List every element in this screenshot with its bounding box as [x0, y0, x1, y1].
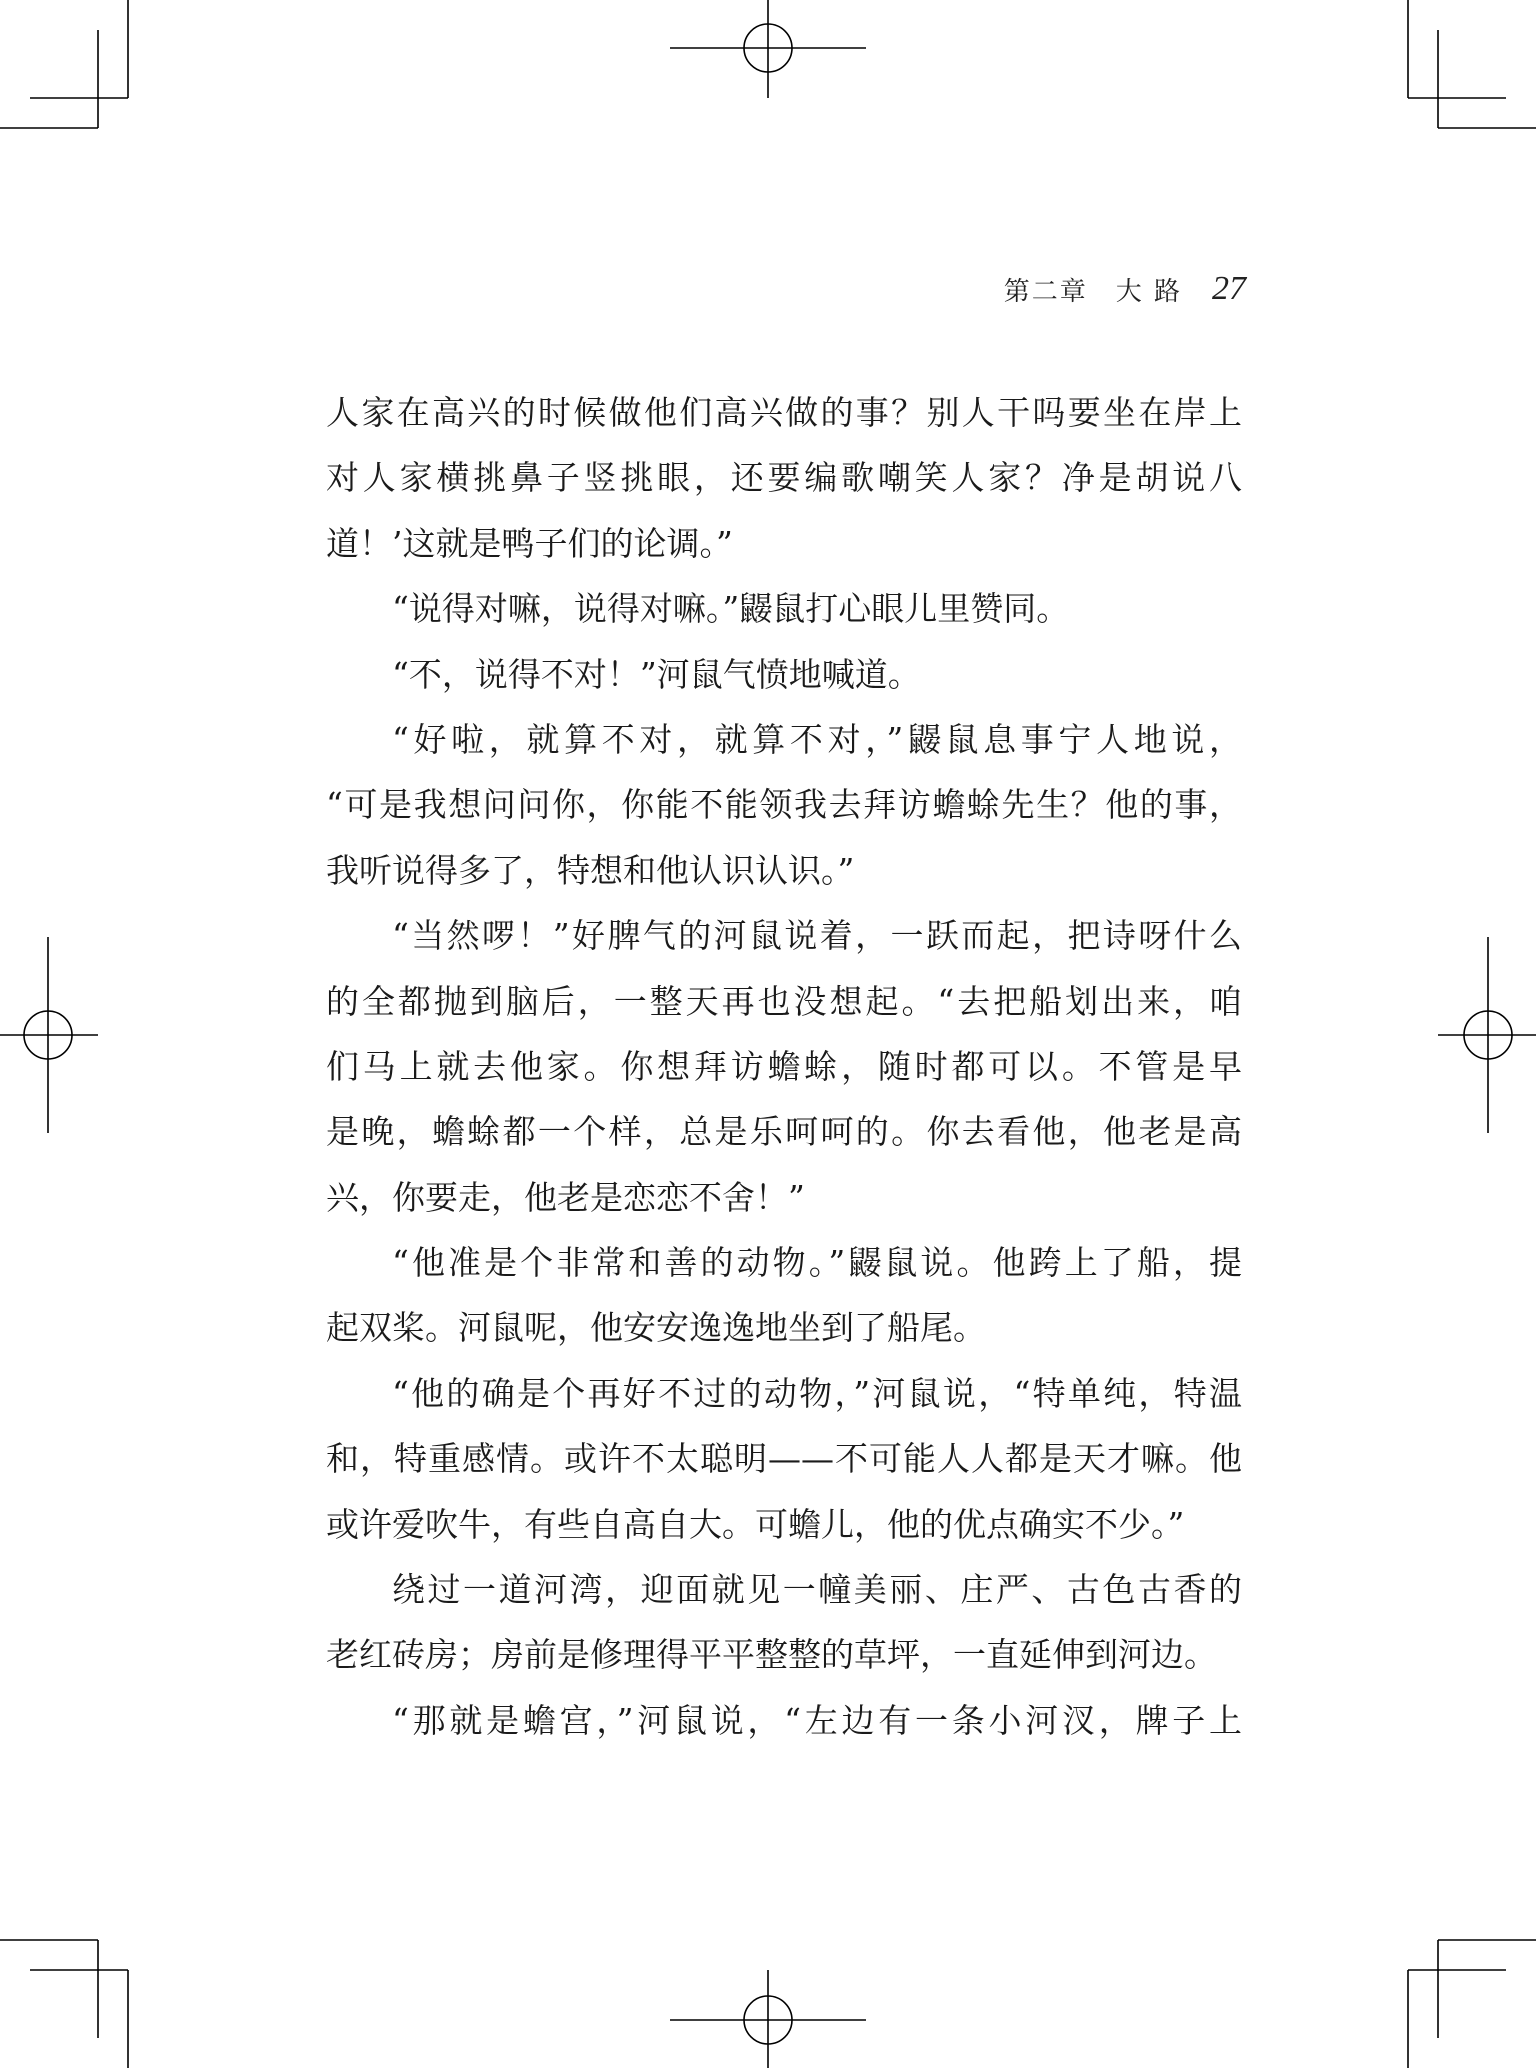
text-line: 兴，你要走，他老是恋恋不舍！”: [326, 1177, 805, 1217]
text-line: “好啦，就算不对，就算不对，”鼹鼠息事宁人地说，: [392, 719, 1242, 759]
text-line: “可是我想问问你，你能不能领我去拜访蟾蜍先生？他的事，: [326, 785, 1242, 825]
text-line: “不，说得不对！”河鼠气愤地喊道。: [392, 654, 921, 694]
text-line: 绕过一道河湾，迎面就见一幢美丽、庄严、古色古香的: [392, 1570, 1242, 1610]
registration-mark-top: [670, 0, 866, 98]
text-line: 和，特重感情。或许不太聪明——不可能人人都是天才嘛。他: [326, 1439, 1242, 1479]
crop-mark-bottom-right: [1408, 1940, 1536, 2068]
crop-mark-top-right: [1408, 0, 1536, 128]
text-line: “那就是蟾宫，”河鼠说，“左边有一条小河汊，牌子上: [392, 1700, 1242, 1740]
text-line: 人家在高兴的时候做他们高兴做的事？别人干吗要坐在岸上: [326, 393, 1242, 432]
chapter-title: 第二章 大 路: [1003, 277, 1182, 307]
text-line: 的全都抛到脑后，一整天再也没想起。“去把船划出来，咱: [326, 981, 1242, 1021]
text-line: 是晚，蟾蜍都一个样，总是乐呵呵的。你去看他，他老是高: [326, 1112, 1242, 1152]
text-line: 对人家横挑鼻子竖挑眼，还要编歌嘲笑人家？净是胡说八: [326, 458, 1242, 498]
text-line: 我听说得多了，特想和他认识认识。”: [326, 850, 855, 890]
body-text: [326, 380, 1242, 1753]
text-line: 道！’这就是鸭子们的论调。”: [326, 523, 733, 563]
registration-mark-left: [0, 937, 98, 1133]
text-line: 老红砖房；房前是修理得平平整整的草坪，一直延伸到河边。: [326, 1635, 1217, 1675]
text-line: “他准是个非常和善的动物。”鼹鼠说。他跨上了船，提: [392, 1243, 1242, 1283]
text-line: “说得对嘛，说得对嘛。”鼹鼠打心眼儿里赞同。: [392, 589, 1070, 629]
registration-mark-bottom: [670, 1970, 866, 2068]
text-line: “他的确是个再好不过的动物，”河鼠说，“特单纯，特温: [392, 1373, 1242, 1413]
running-header: [1004, 264, 1246, 308]
crop-mark-top-left: [0, 0, 128, 128]
registration-mark-right: [1438, 937, 1536, 1133]
page-number: 27: [1212, 270, 1246, 307]
text-line: 起双桨。河鼠呢，他安安逸逸地坐到了船尾。: [326, 1308, 986, 1348]
crop-mark-bottom-left: [0, 1940, 128, 2068]
text-line: 或许爱吹牛，有些自高自大。可蟾儿，他的优点确实不少。”: [326, 1504, 1185, 1544]
text-line: “当然啰！”好脾气的河鼠说着，一跃而起，把诗呀什么: [392, 916, 1242, 956]
text-line: 们马上就去他家。你想拜访蟾蜍，随时都可以。不管是早: [326, 1046, 1242, 1086]
